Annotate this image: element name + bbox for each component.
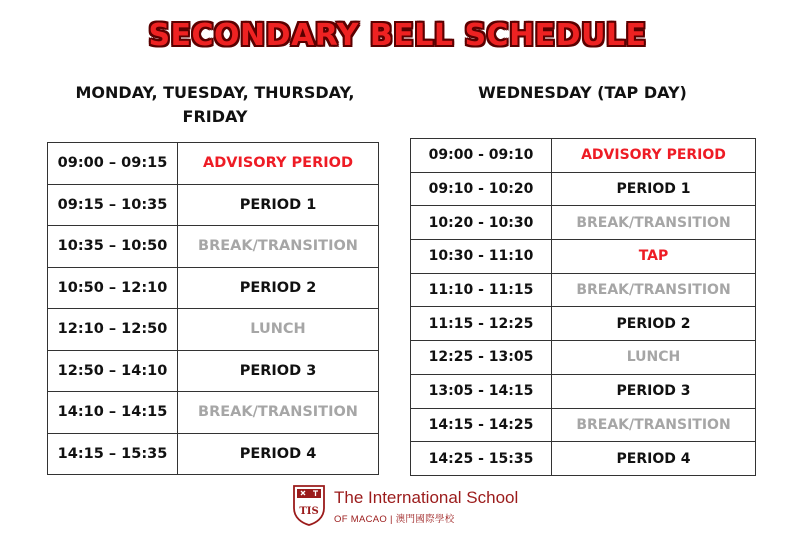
activity-label: BREAK/TRANSITION <box>178 392 379 434</box>
schedule-row <box>411 240 756 274</box>
time-slot: 12:50 – 14:10 <box>48 350 178 392</box>
schedule-row <box>411 341 756 375</box>
schedule-row <box>411 307 756 341</box>
schedule-row <box>411 442 756 476</box>
school-subtitle: OF MACAO | 澳門國際學校 <box>334 514 455 525</box>
time-slot: 10:20 - 10:30 <box>411 206 552 240</box>
schedule-row <box>411 206 756 240</box>
schedule-row <box>48 184 379 226</box>
schedule-row <box>48 392 379 434</box>
activity-label: ADVISORY PERIOD <box>552 139 756 173</box>
school-logo <box>292 484 522 528</box>
activity-label: PERIOD 2 <box>178 267 379 309</box>
time-slot: 12:25 - 13:05 <box>411 341 552 375</box>
activity-label: LUNCH <box>552 341 756 375</box>
schedule-row <box>48 433 379 475</box>
activity-label: PERIOD 1 <box>552 172 756 206</box>
school-crest-icon <box>292 484 326 526</box>
schedule-row <box>411 139 756 173</box>
wednesday-schedule-table <box>410 138 756 476</box>
time-slot: 14:15 – 15:35 <box>48 433 178 475</box>
time-slot: 09:00 - 09:10 <box>411 139 552 173</box>
activity-label: PERIOD 4 <box>552 442 756 476</box>
wednesday-heading: WEDNESDAY (TAP DAY) <box>478 83 687 102</box>
activity-label: LUNCH <box>178 309 379 351</box>
crest-letters: TIS <box>299 506 319 517</box>
time-slot: 14:15 - 14:25 <box>411 408 552 442</box>
activity-label: PERIOD 3 <box>178 350 379 392</box>
time-slot: 13:05 - 14:15 <box>411 374 552 408</box>
activity-label: BREAK/TRANSITION <box>552 206 756 240</box>
schedule-row <box>48 267 379 309</box>
weekday-schedule-table <box>47 142 379 475</box>
weekday-heading-line1: MONDAY, TUESDAY, THURSDAY, <box>75 83 355 102</box>
time-slot: 14:10 – 14:15 <box>48 392 178 434</box>
activity-label: PERIOD 1 <box>178 184 379 226</box>
schedule-row <box>411 374 756 408</box>
time-slot: 09:10 - 10:20 <box>411 172 552 206</box>
schedule-row <box>411 172 756 206</box>
time-slot: 10:35 – 10:50 <box>48 226 178 268</box>
activity-label: ADVISORY PERIOD <box>178 143 379 185</box>
schedule-row <box>48 226 379 268</box>
schedule-row <box>48 309 379 351</box>
time-slot: 09:15 – 10:35 <box>48 184 178 226</box>
activity-label: TAP <box>552 240 756 274</box>
schedule-row <box>411 273 756 307</box>
time-slot: 11:10 - 11:15 <box>411 273 552 307</box>
time-slot: 09:00 – 09:15 <box>48 143 178 185</box>
weekday-heading-line2: FRIDAY <box>182 107 248 126</box>
time-slot: 14:25 - 15:35 <box>411 442 552 476</box>
activity-label: BREAK/TRANSITION <box>552 273 756 307</box>
activity-label: BREAK/TRANSITION <box>178 226 379 268</box>
schedule-row <box>48 350 379 392</box>
time-slot: 10:50 – 12:10 <box>48 267 178 309</box>
page-title: SECONDARY BELL SCHEDULE <box>148 18 647 53</box>
activity-label: PERIOD 4 <box>178 433 379 475</box>
schedule-row <box>411 408 756 442</box>
activity-label: BREAK/TRANSITION <box>552 408 756 442</box>
activity-label: PERIOD 2 <box>552 307 756 341</box>
time-slot: 10:30 - 11:10 <box>411 240 552 274</box>
time-slot: 12:10 – 12:50 <box>48 309 178 351</box>
activity-label: PERIOD 3 <box>552 374 756 408</box>
school-name: The International School <box>334 488 519 507</box>
time-slot: 11:15 - 12:25 <box>411 307 552 341</box>
schedule-row <box>48 143 379 185</box>
weekday-heading <box>60 81 370 129</box>
